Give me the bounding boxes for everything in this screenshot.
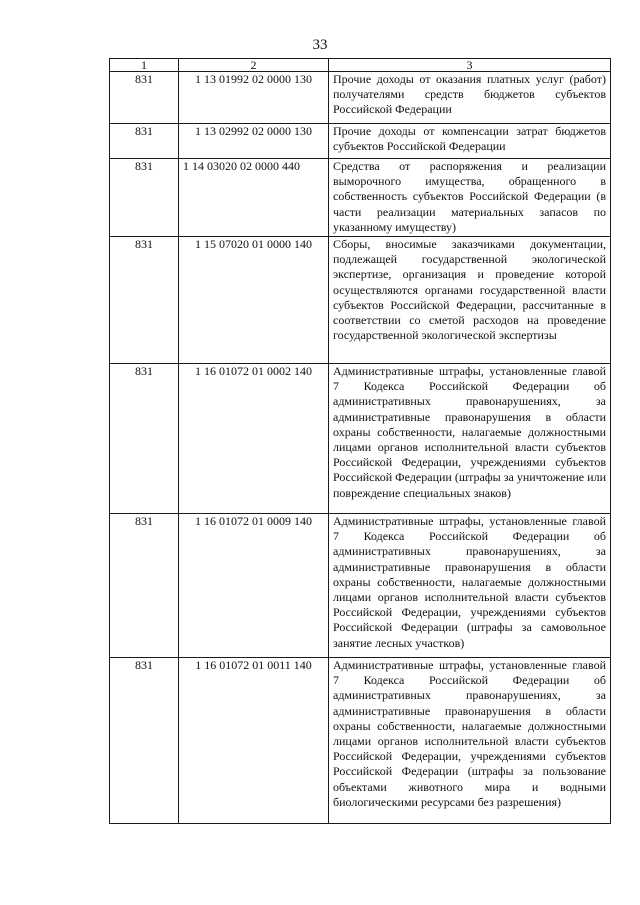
revenue-code-cell: 1 16 01072 01 0011 140 — [179, 658, 329, 824]
revenue-code-cell: 1 15 07020 01 0000 140 — [179, 237, 329, 364]
admin-code-cell: 831 — [110, 658, 179, 824]
revenue-code-cell: 1 16 01072 01 0009 140 — [179, 514, 329, 658]
revenue-code-cell: 1 16 01072 01 0002 140 — [179, 364, 329, 514]
header-col-3: 3 — [329, 59, 611, 72]
revenue-name-cell: Административные штрафы, установленные главой 7 Кодекса Российской Федерации об административных правонарушениях, за административные правонарушения в области охраны собственности, налагаемые должностными лицами органов исполнительной власти субъектов Российской Федерации, учреждениями субъектов Российской Федерации (штрафы за уничтожение или повреждение специальных знаков) — [329, 364, 611, 514]
table-row — [110, 159, 611, 237]
revenue-name-cell: Административные штрафы, установленные главой 7 Кодекса Российской Федерации об административных правонарушениях, за административные правонарушения в области охраны собственности, налагаемые должностными лицами органов исполнительной власти субъектов Российской Федерации, учреждениями субъектов Российской Федерации (штрафы за самовольное занятие лесных участков) — [329, 514, 611, 658]
table-row — [110, 72, 611, 124]
admin-code-cell: 831 — [110, 237, 179, 364]
revenue-code-cell: 1 14 03020 02 0000 440 — [179, 159, 329, 237]
table-row — [110, 514, 611, 658]
admin-code-cell: 831 — [110, 159, 179, 237]
revenue-name-cell: Прочие доходы от компенсации затрат бюджетов субъектов Российской Федерации — [329, 124, 611, 159]
admin-code-cell: 831 — [110, 124, 179, 159]
revenue-name-cell: Административные штрафы, установленные главой 7 Кодекса Российской Федерации об административных правонарушениях, за административные правонарушения в области охраны собственности, налагаемые должностными лицами органов исполнительной власти субъектов Российской Федерации, учреждениями субъектов Российской Федерации (штрафы за пользование объектами животного мира и водными биологическими ресурсами без разрешения) — [329, 658, 611, 824]
admin-code-cell: 831 — [110, 72, 179, 124]
revenue-code-cell: 1 13 02992 02 0000 130 — [179, 124, 329, 159]
revenue-codes-table — [109, 58, 611, 824]
revenue-name-cell: Средства от распоряжения и реализации выморочного имущества, обращенного в собственность субъектов Российской Федерации (в части реализации материальных запасов по указанному имуществу) — [329, 159, 611, 237]
admin-code-cell: 831 — [110, 364, 179, 514]
revenue-code-cell: 1 13 01992 02 0000 130 — [179, 72, 329, 124]
revenue-name-cell: Прочие доходы от оказания платных услуг (работ) получателями средств бюджетов субъектов Российской Федерации — [329, 72, 611, 124]
header-row — [110, 59, 611, 72]
revenue-name-cell: Сборы, вносимые заказчиками документации, подлежащей государственной экологической экспертизе, организация и проведение которой осуществляются органами государственной власти субъектов Российской Федерации, рассчитанные в соответствии со сметой расходов на проведение государственной экологической экспертизы — [329, 237, 611, 364]
table-row — [110, 658, 611, 824]
header-col-1: 1 — [110, 59, 179, 72]
admin-code-cell: 831 — [110, 514, 179, 658]
table-row — [110, 124, 611, 159]
page-number: 33 — [312, 37, 328, 53]
table-header — [110, 59, 611, 72]
table-row — [110, 237, 611, 364]
header-col-2: 2 — [179, 59, 329, 72]
table-row — [110, 364, 611, 514]
table-body — [110, 72, 611, 824]
